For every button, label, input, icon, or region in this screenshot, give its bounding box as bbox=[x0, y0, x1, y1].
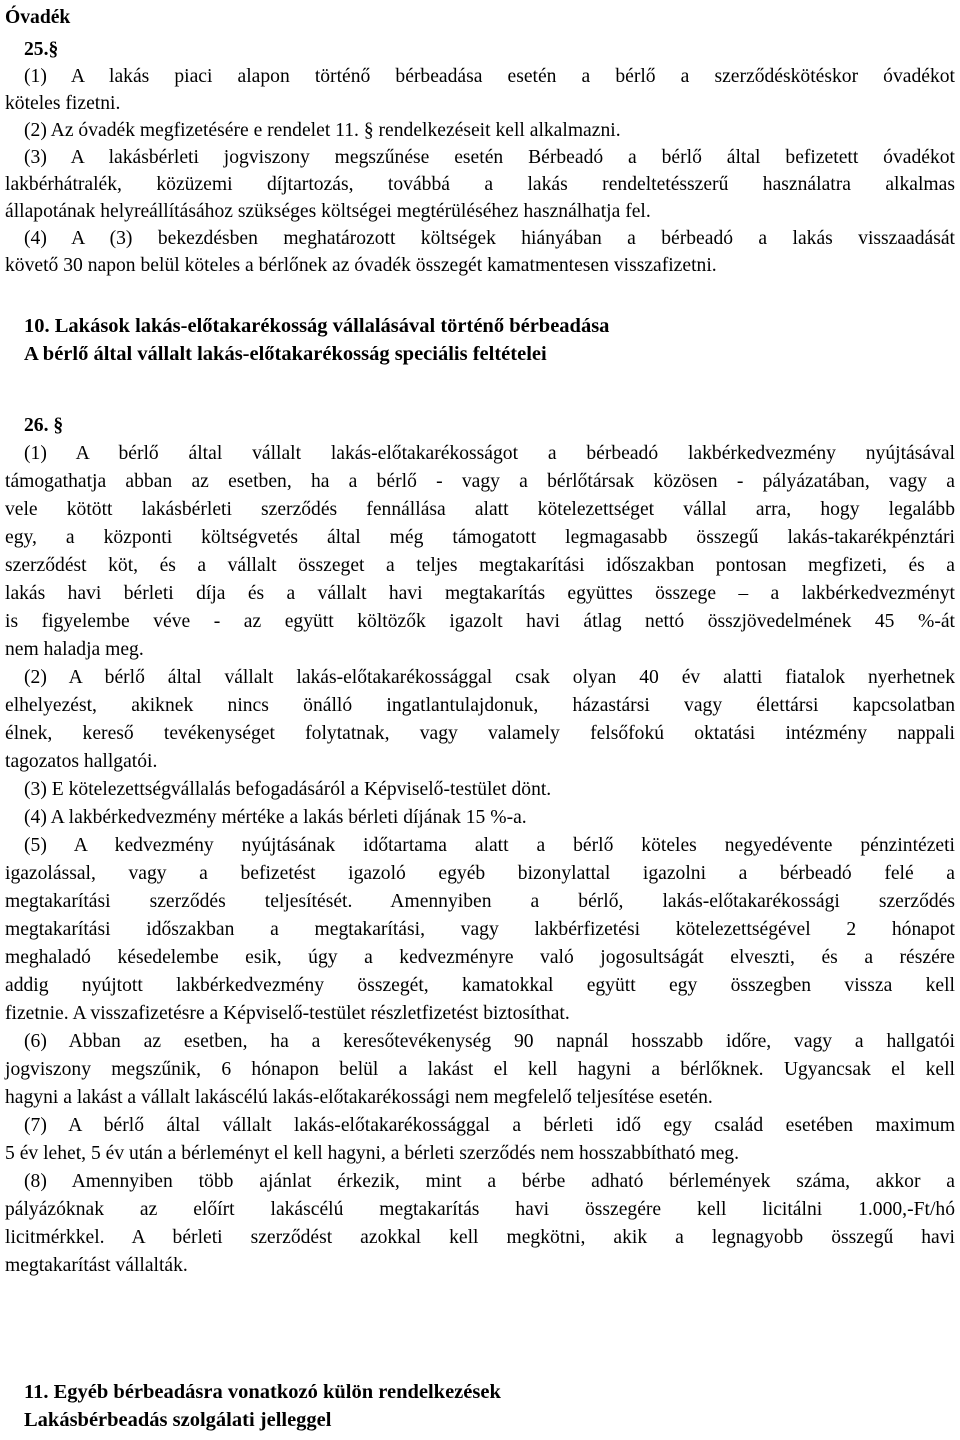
paragraph-number: 25.§ bbox=[24, 39, 59, 60]
paragraph-line: állapotának helyreállításához szükséges költségei megtérüléséhez használhatja fel. bbox=[5, 201, 651, 222]
paragraph-line: jogviszony megszűnik, 6 hónapon belül a lakást el kell hagyni a bérlőknek. Ugyancsak el kell bbox=[5, 1059, 955, 1080]
paragraph-line: megtakarítást vállalták. bbox=[5, 1255, 188, 1276]
paragraph-line: (1) A bérlő által vállalt lakás-előtakarékosságot a bérbeadó lakbérkedvezmény nyújtásával bbox=[24, 443, 955, 464]
paragraph-line: lakbérhátralék, közüzemi díjtartozás, továbbá a lakás rendeltetésszerű használatra alkalmas bbox=[5, 174, 955, 195]
paragraph-line: megtakarítási időszakban a megtakarítási, vagy lakbérfizetési kötelezettségével 2 hónapot bbox=[5, 919, 955, 940]
paragraph-line: megtakarítási szerződés teljesítését. Amennyiben a bérlő, lakás-előtakarékossági szerződés bbox=[5, 891, 955, 912]
paragraph-line: addig nyújtott lakbérkedvezmény összegét, kamatokkal együtt egy összegben vissza kell bbox=[5, 975, 955, 996]
paragraph-line: követő 30 napon belül köteles a bérlőnek az óvadék összegét kamatmentesen visszafizetni. bbox=[5, 255, 717, 276]
paragraph-line: vele kötött lakásbérleti szerződés fennállása alatt kötelezettséget vállal arra, hogy legalább bbox=[5, 499, 955, 520]
chapter-title: 10. Lakások lakás-előtakarékosság vállalásával történő bérbeadása bbox=[24, 315, 610, 337]
chapter-subtitle: A bérlő által vállalt lakás-előtakarékosság speciális feltételei bbox=[24, 343, 547, 365]
paragraph-line: (7) A bérlő által vállalt lakás-előtakarékossággal a bérleti idő egy család esetében maximum bbox=[24, 1115, 955, 1136]
paragraph-line: lakás havi bérleti díja és a vállalt havi megtakarítás együttes összege – a lakbérkedvezményt bbox=[5, 583, 955, 604]
paragraph-line: meghaladó késedelembe esik, úgy a kedvezményre való jogosultságát elveszti, és a részére bbox=[5, 947, 955, 968]
chapter-title: 11. Egyéb bérbeadásra vonatkozó külön rendelkezések bbox=[24, 1381, 501, 1403]
paragraph-line: tagozatos hallgatói. bbox=[5, 751, 158, 772]
paragraph-line: (2) Az óvadék megfizetésére e rendelet 11. § rendelkezéseit kell alkalmazni. bbox=[24, 120, 621, 141]
paragraph-line: támogathatja abban az esetben, ha a bérlő - vagy a bérlőtársak közösen - pályázatában, vagy a bbox=[5, 471, 955, 492]
paragraph-line: szerződést köt, és a vállalt összeget a teljes megtakarítási időszakban pontosan megfizeti, és a bbox=[5, 555, 955, 576]
chapter-subtitle: Lakásbérbeadás szolgálati jelleggel bbox=[24, 1409, 332, 1431]
paragraph-line: 5 év lehet, 5 év után a bérleményt el kell hagyni, a bérleti szerződés nem hosszabbítható meg. bbox=[5, 1143, 739, 1164]
paragraph-line: egy, a központi költségvetés által még támogatott legmagasabb összegű lakás-takarékpénztári bbox=[5, 527, 955, 548]
paragraph-line: (8) Amennyiben több ajánlat érkezik, mint a bérbe adható bérlemények száma, akkor a bbox=[24, 1171, 955, 1192]
paragraph-line: (5) A kedvezmény nyújtásának időtartama alatt a bérlő köteles negyedévente pénzintézeti bbox=[24, 835, 955, 856]
paragraph-line: (2) A bérlő által vállalt lakás-előtakarékossággal csak olyan 40 év alatti fiatalok nyerhetnek bbox=[24, 667, 955, 688]
paragraph-line: fizetnie. A visszafizetésre a Képviselő-testület részletfizetést biztosíthat. bbox=[5, 1003, 570, 1024]
paragraph-line: licitmérkkel. A bérleti szerződést azokkal kell megkötni, akik a legnagyobb összegű havi bbox=[5, 1227, 955, 1248]
paragraph-line: igazolással, vagy a befizetést igazoló egyéb bizonylattal igazolni a bérbeadó felé a bbox=[5, 863, 955, 884]
paragraph-line: (4) A lakbérkedvezmény mértéke a lakás bérleti díjának 15 %-a. bbox=[24, 807, 527, 828]
paragraph-line: pályázóknak az előírt lakáscélú megtakarítás havi összegére kell licitálni 1.000,-Ft/hó bbox=[5, 1199, 955, 1220]
paragraph-line: hagyni a lakást a vállalt lakáscélú lakás-előtakarékossági nem megfelelő teljesítése esetén. bbox=[5, 1087, 713, 1108]
paragraph-line: köteles fizetni. bbox=[5, 93, 121, 114]
paragraph-line: (1) A lakás piaci alapon történő bérbeadása esetén a bérlő a szerződéskötéskor óvadékot bbox=[24, 66, 955, 87]
paragraph-line: (3) E kötelezettségvállalás befogadásáról a Képviselő-testület dönt. bbox=[24, 779, 552, 800]
paragraph-line: (3) A lakásbérleti jogviszony megszűnése esetén Bérbeadó a bérlő által befizetett óvadékot bbox=[24, 147, 955, 168]
paragraph-line: elhelyezést, akiknek nincs önálló ingatlantulajdonuk, házastársi vagy élettársi kapcsolatban bbox=[5, 695, 955, 716]
paragraph-line: (6) Abban az esetben, ha a keresőtevékenység 90 napnál hosszabb időre, vagy a hallgatói bbox=[24, 1031, 955, 1052]
paragraph-number: 26. § bbox=[24, 415, 64, 436]
paragraph-line: (4) A (3) bekezdésben meghatározott költségek hiányában a bérbeadó a lakás visszaadását bbox=[24, 228, 955, 249]
paragraph-line: nem haladja meg. bbox=[5, 639, 144, 660]
paragraph-line: élnek, kereső tevékenységet folytatnak, vagy valamely felsőfokú oktatási intézmény nappali bbox=[5, 723, 955, 744]
section-heading: Óvadék bbox=[5, 7, 71, 28]
paragraph-line: is figyelembe véve - az együtt költözők igazolt havi átlag nettó összjövedelmének 45 %-át bbox=[5, 611, 955, 632]
